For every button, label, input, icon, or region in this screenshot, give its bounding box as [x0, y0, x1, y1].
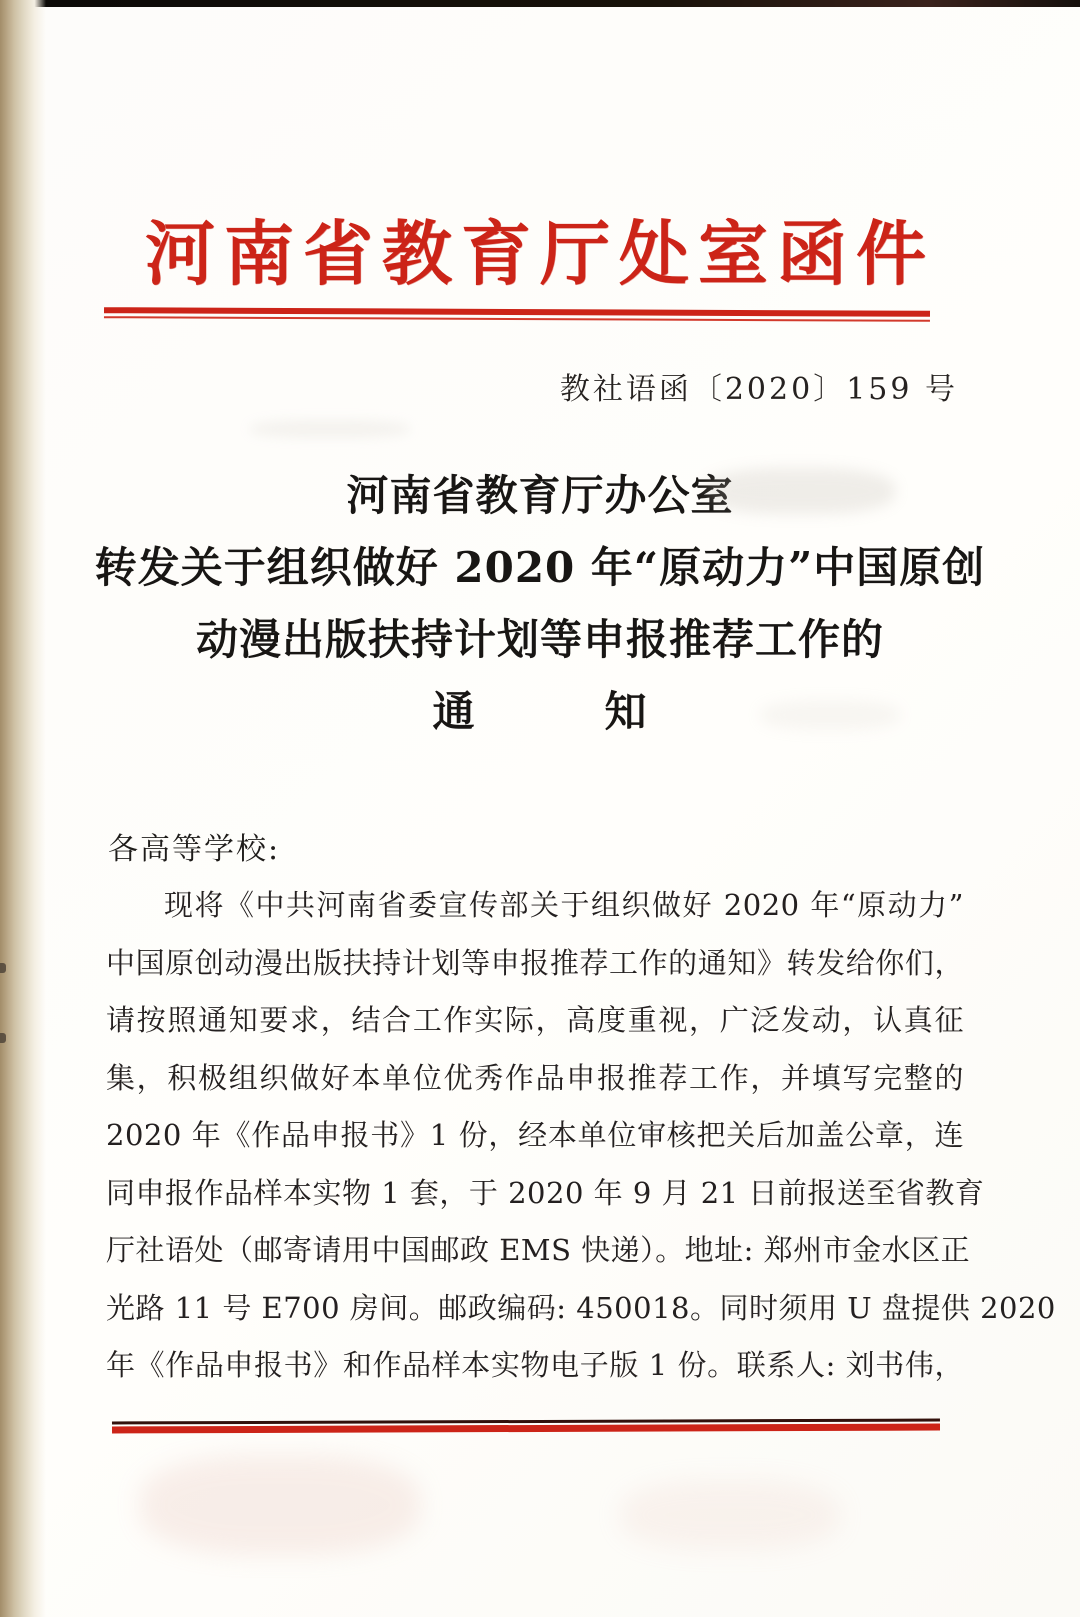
body-line: 厅社语处（邮寄请用中国邮政 EMS 快递）。地址: 郑州市金水区正: [106, 1233, 971, 1267]
scan-bleedthrough-mark: [620, 1480, 840, 1550]
salutation: 各高等学校:: [108, 832, 281, 867]
notice-body: [106, 877, 1056, 1395]
body-line: 现将《中共河南省委宣传部关于组织做好 2020 年“原动力”: [164, 888, 964, 922]
body-line: 请按照通知要求，结合工作实际，高度重视，广泛发动，认真征: [106, 1003, 964, 1037]
body-line: 同申报作品样本实物 1 套，于 2020 年 9 月 21 日前报送至省教育: [106, 1175, 985, 1210]
scan-bleedthrough-mark: [140, 1455, 420, 1555]
body-line: 2020 年《作品申报书》1 份，经本单位审核把关后加盖公章，连: [106, 1118, 964, 1152]
letterhead-title: 河南省教育厅处室函件: [145, 212, 935, 295]
letterhead-rule: [104, 307, 930, 322]
notice-title-line-2: 转发关于组织做好 2020 年“原动力”中国原创: [94, 543, 986, 592]
body-line: 集，积极组织做好本单位优秀作品申报推荐工作，并填写完整的: [106, 1060, 964, 1095]
scan-edge-mark: [0, 963, 6, 973]
scan-bleedthrough-mark: [250, 420, 410, 438]
notice-title: [50, 460, 1030, 748]
notice-title-line-1: 河南省教育厅办公室: [346, 471, 734, 520]
scan-edge-mark: [0, 1033, 6, 1043]
document-number: 教社语函〔2020〕159 号: [559, 372, 958, 407]
body-line: 年《作品申报书》和作品样本实物电子版 1 份。联系人: 刘书伟，: [106, 1348, 964, 1382]
body-line: 光路 11 号 E700 房间。邮政编码: 450018。同时须用 U 盘提供 2020: [106, 1290, 1056, 1325]
notice-title-line-3: 动漫出版扶持计划等申报推荐工作的: [195, 615, 884, 664]
scan-left-page-edge: [0, 0, 46, 1617]
body-line: 中国原创动漫出版扶持计划等申报推荐工作的通知》转发给你们，: [106, 945, 964, 980]
footer-rule: [112, 1419, 940, 1434]
footer-rule-red-line: [112, 1424, 940, 1434]
notice-title-line-4: 通 知: [432, 687, 648, 736]
scan-top-edge: [0, 0, 1080, 7]
